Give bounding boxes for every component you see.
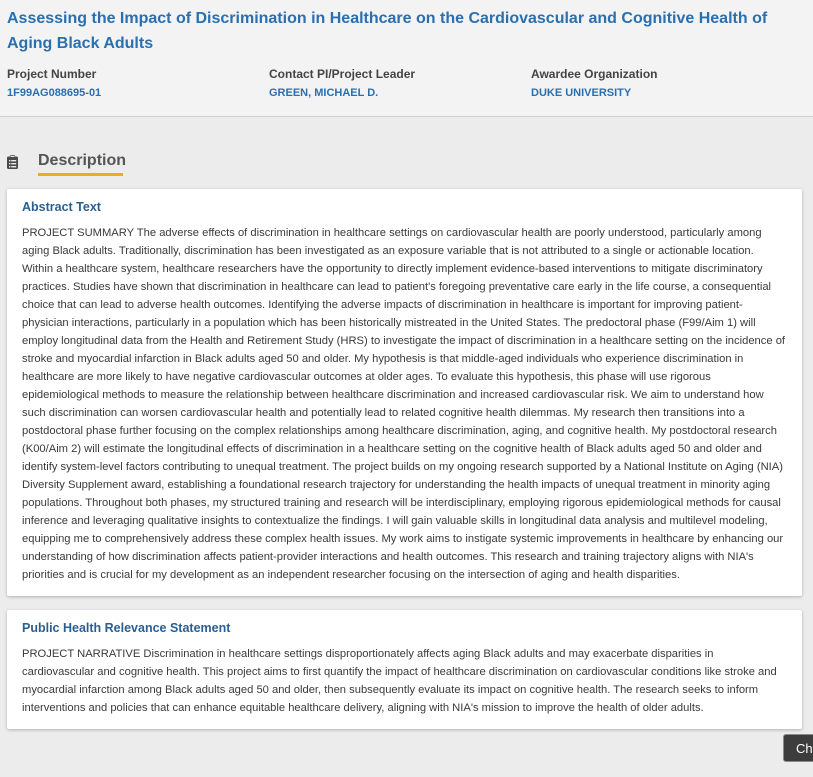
relevance-card [7, 610, 802, 729]
relevance-text: PROJECT NARRATIVE Discrimination in healthcare settings disproportionately affects aging Black adults and may exacerbate disparities in cardiovascular and cognitive health. This project aims to first quantify the impact of healthcare discrimination on cardiovascular conditions like stroke and myocardial infarction among Black adults aged 50 and older, then subsequently evaluate its impact on cognitive health. The research seeks to inform interventions and policies that can enhance equitable healthcare delivery, aligning with NIA's mission to improve the health of older adults. [22, 648, 777, 714]
contact-pi-value[interactable]: GREEN, MICHAEL D. [269, 87, 379, 99]
project-number-value[interactable]: 1F99AG088695-01 [7, 87, 102, 99]
project-header [0, 0, 813, 117]
project-number-label: Project Number [7, 67, 97, 81]
relevance-title: Public Health Relevance Statement [22, 621, 231, 635]
description-tab[interactable]: Description [38, 152, 126, 173]
contact-pi-label: Contact PI/Project Leader [269, 67, 416, 81]
contact-pi-block [269, 66, 531, 102]
awardee-org-block [531, 66, 793, 102]
description-section-header [7, 149, 813, 175]
project-title: Assessing the Impact of Discrimination in Healthcare on the Cardiovascular and Cognitive Health of Aging Black Adults [7, 10, 768, 52]
abstract-card [7, 189, 802, 596]
awardee-org-label: Awardee Organization [531, 67, 658, 81]
project-meta [7, 66, 793, 102]
awardee-org-value[interactable]: DUKE UNIVERSITY [531, 87, 632, 99]
abstract-title: Abstract Text [22, 200, 101, 214]
abstract-text: PROJECT SUMMARY The adverse effects of discrimination in healthcare settings on cardiovascular health are poorly understood, particularly among aging Black adults. Traditionally, discrimination has been investigated as an exposure variable that is not attributed to a single or actionable location. Within a healthcare system, healthcare researchers have the opportunity to directly implement evidence-based interventions to mitigate discriminatory practices. Studies have shown that discrimination in healthcare can lead to patient's foregoing preventative care early in the life course, a consequential choice that can lead to adverse health outcomes. Identifying the adverse impacts of discrimination in healthcare is important for improving patient-physician interactions, particularly in a population which has been historically mistreated in the United States. The predoctoral phase (F99/Aim 1) will employ longitudinal data from the Health and Retirement Study (HRS) to investigate the impact of discrimination in a healthcare setting on the incidence of stroke and myocardial infarction in Black adults aged 50 and older. My hypothesis is that middle-aged individuals who experience discrimination in healthcare are more likely to have negative cardiovascular outcomes at older ages. To evaluate this hypothesis, this phase will use rigorous epidemiological methods to measure the relationship between healthcare discrimination and increased cardiovascular risk. We aim to understand how such discrimination can worsen cardiovascular health and potentially lead to related cognitive health dilemmas. My research then transitions into a postdoctoral phase further focusing on the complex relationships among healthcare discrimination, aging, and cognitive health. My postdoctoral research (K00/Aim 2) will estimate the longitudinal effects of discrimination in a healthcare setting on the cognitive health of Black adults aged 50 and older and identify system-level factors contributing to unequal treatment. The project builds on my ongoing research supported by a National Institute on Aging (NIA) Diversity Supplement award, establishing a foundational research trajectory for understanding the health impacts of unequal treatment in minority aging populations. Throughout both phases, my structured training and research will be interdisciplinary, employing rigorous epidemiological methods for causal inference and leveraging qualitative insights to contextualize the findings. I will gain valuable skills in longitudinal data analysis and multilevel modeling, equipping me to comprehensively address these complex health issues. My work aims to instigate systemic improvements in healthcare by enhancing our understanding of how discrimination affects patient-provider interactions and health outcomes. This research and training trajectory aligns with NIA's priorities and is crucial for my development as an independent researcher focusing on the intersection of aging and health disparities. [22, 227, 786, 581]
chat-button[interactable]: Ch [783, 734, 813, 762]
clipboard-icon [7, 155, 18, 169]
project-number-block [7, 66, 269, 102]
